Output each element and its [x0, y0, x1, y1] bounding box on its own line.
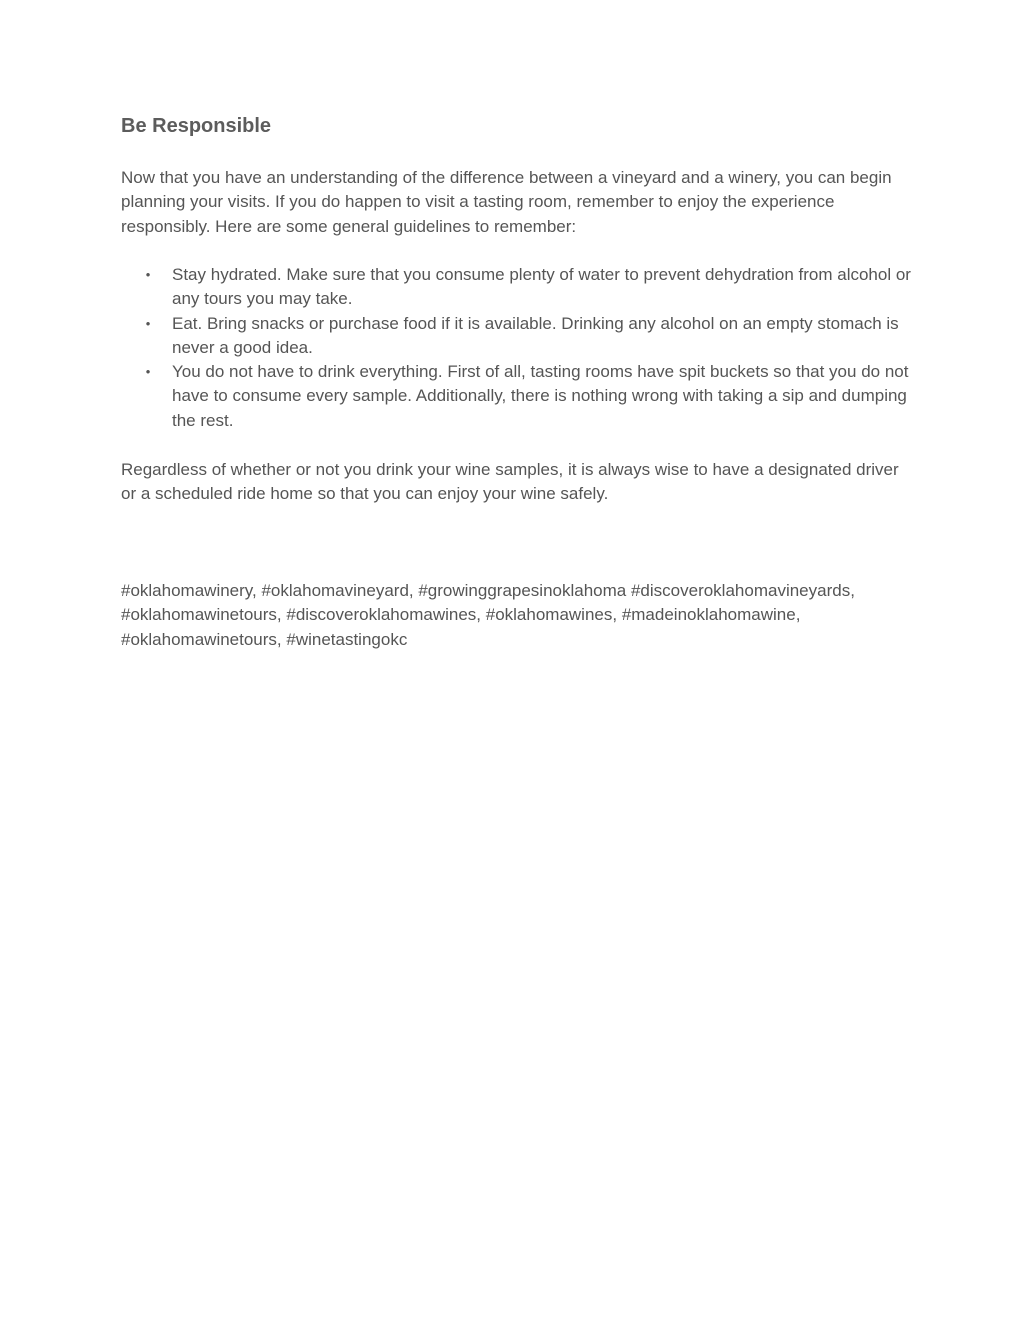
- guidelines-list: [121, 263, 911, 433]
- bullet-icon: •: [145, 267, 151, 282]
- list-item-text: Eat. Bring snacks or purchase food if it is available. Drinking any alcohol on an empty stomach is never a good idea.: [172, 313, 899, 357]
- intro-paragraph: Now that you have an understanding of the difference between a vineyard and a winery, you can begin planning your visits. If you do happen to visit a tasting room, remember to enjoy the experience responsibly. Here are some general guidelines to remember:: [121, 168, 892, 236]
- hashtags-paragraph: #oklahomawinery, #oklahomavineyard, #growinggrapesinoklahoma #discoveroklahomavineyards, #oklahomawinetours, #discoveroklahomawines, #oklahomawines, #madeinoklahomawine, #oklahomawinetours, #winetastingokc: [121, 581, 855, 649]
- list-item: [121, 360, 911, 433]
- list-item-text: You do not have to drink everything. First of all, tasting rooms have spit buckets so that you do not have to consume every sample. Additionally, there is nothing wrong with taking a sip and dumping the rest.: [172, 362, 909, 430]
- closing-paragraph: Regardless of whether or not you drink your wine samples, it is always wise to have a designated driver or a scheduled ride home so that you can enjoy your wine safely.: [121, 460, 899, 504]
- bullet-icon: •: [145, 315, 151, 331]
- section-heading: Be Responsible: [121, 115, 272, 137]
- list-item-text: Stay hydrated. Make sure that you consume plenty of water to prevent dehydration from alcohol or any tours you may take.: [172, 265, 911, 309]
- bullet-icon: •: [145, 364, 151, 380]
- list-item: [121, 312, 911, 361]
- list-item: [121, 263, 911, 312]
